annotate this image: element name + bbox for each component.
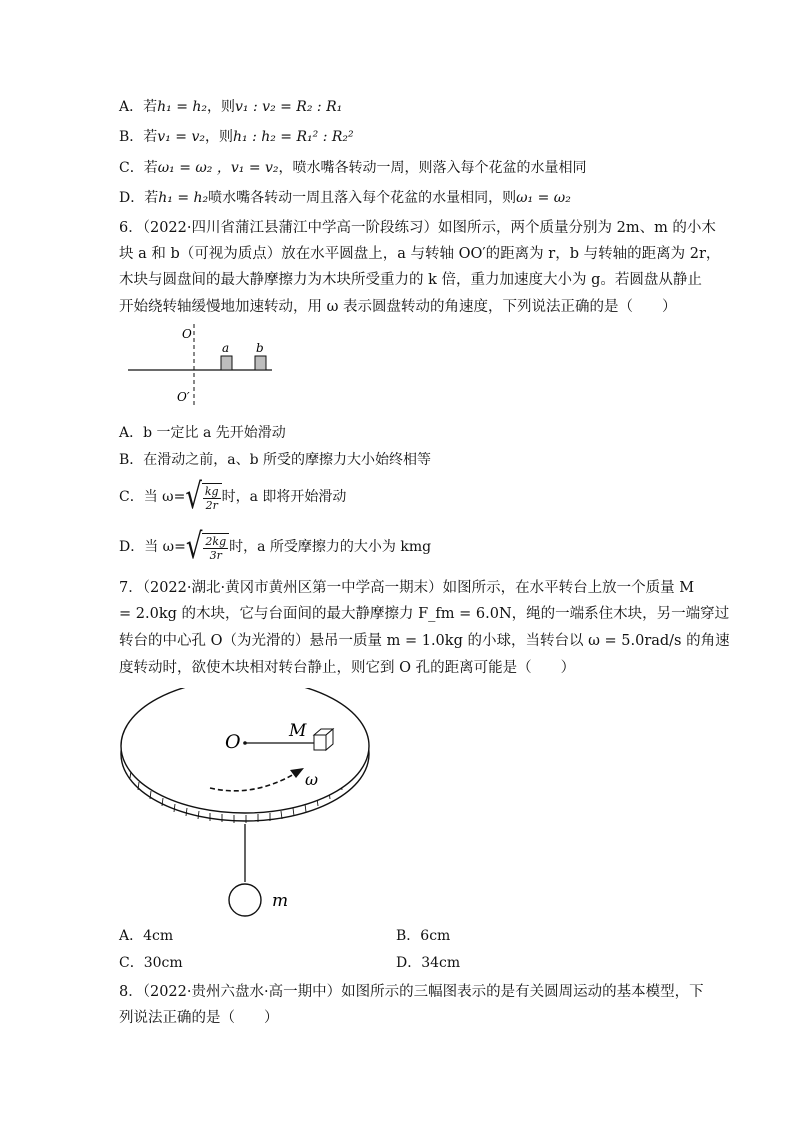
- q6-option-a: A．b 一定比 a 先开始滑动: [119, 425, 286, 441]
- q7-label-m-upper: M: [289, 721, 307, 741]
- q7-center-hole: [243, 741, 247, 745]
- q6-stem-line-4: 开始绕转轴缓慢地加速转动，用 ω 表示圆盘转动的角速度，下列说法正确的是（ ）: [119, 299, 677, 315]
- q5-option-d-condition: h₁ = h₂: [158, 190, 209, 206]
- q6-label-a: a: [222, 341, 230, 355]
- q6-stem-line-1: 6．（2022·四川省蒲江县蒲江中学高一阶段练习）如图所示，两个质量分别为 2m、m 的小木: [119, 220, 716, 236]
- q5-option-b-result: h₁ : h₂ = R₁² : R₂²: [232, 129, 354, 145]
- q5-option-d-result: ω₁ = ω₂: [516, 190, 571, 206]
- q7-table-top-surface: [121, 688, 369, 813]
- q7-option-d: D．34cm: [396, 955, 461, 971]
- q8-stem-line-1: 8．（2022·贵州六盘水·高一期中）如图所示的三幅图表示的是有关圆周运动的基本模型，下: [119, 984, 704, 1000]
- q5-option-a-result: v₁ : v₂ = R₂ : R₁: [235, 99, 343, 115]
- q5-option-b-label: B．若: [119, 129, 158, 145]
- q6-turntable-diagram: [120, 322, 290, 412]
- q7-label-omega: ω: [305, 770, 319, 789]
- q5-option-b-mid: ，则: [204, 129, 233, 145]
- q6-stem-line-2: 块 a 和 b（可视为质点）放在水平圆盘上，a 与转轴 OO′的距离为 r，b 与转轴的距离为 2r，: [119, 246, 721, 262]
- q6-option-c-numerator: kg: [204, 484, 219, 498]
- q6-option-d-numerator: 2kg: [205, 534, 227, 548]
- q7-turntable-diagram: [118, 688, 378, 920]
- q6-option-b: B．在滑动之前，a、b 所受的摩擦力大小始终相等: [119, 452, 432, 468]
- q6-label-o: O: [182, 327, 192, 341]
- q5-option-b-condition: v₁ = v₂: [157, 129, 205, 145]
- q5-option-d-label: D．若: [119, 190, 159, 206]
- q5-option-c-condition: ω₁ = ω₂ ，v₁ = v₂: [157, 160, 279, 176]
- q6-option-c-sqrt: √ $\frac{kg}{2r}$: [185, 483, 221, 512]
- q6-option-d-sqrt: √ $\frac{2kg}{3r}$: [186, 533, 229, 562]
- q6-option-d-post: 时，a 所受摩擦力的大小为 kmg: [229, 539, 432, 555]
- q7-label-o: O: [225, 731, 241, 753]
- q7-stem-line-2: = 2.0kg 的木块，它与台面间的最大静摩擦力 F_fm = 6.0N，绳的一端系住木块，另一端穿过: [119, 606, 730, 622]
- q6-label-o-prime: O′: [177, 390, 190, 404]
- q7-ball-m: [229, 884, 261, 916]
- q5-option-a-label: A．若: [119, 99, 158, 115]
- q5-option-d-mid: 喷水嘴各转动一周且落入每个花盆的水量相同，则: [208, 190, 517, 206]
- q8-stem-line-2: 列说法正确的是（ ）: [119, 1010, 279, 1026]
- q5-option-b: [119, 127, 354, 147]
- q6-label-b: b: [256, 341, 264, 355]
- q5-option-c-rest: ，喷水嘴各转动一周，则落入每个花盆的水量相同: [278, 160, 587, 176]
- q7-stem-line-1: 7．（2022·湖北·黄冈市黄州区第一中学高一期末）如图所示，在水平转台上放一个质量 M: [119, 580, 695, 596]
- q7-stem-line-4: 度转动时，欲使木块相对转台静止，则它到 O 孔的距离可能是（ ）: [119, 660, 576, 676]
- q5-option-a-mid: ，则: [207, 99, 236, 115]
- q5-option-c: [119, 158, 587, 178]
- q6-option-c: [119, 476, 347, 518]
- q6-option-d-denominator: 3r: [209, 548, 222, 562]
- q6-option-c-pre: C．当 ω=: [119, 489, 186, 505]
- q7-block-m: [314, 729, 333, 750]
- q6-block-b: [255, 356, 266, 370]
- q6-block-a: [221, 356, 232, 370]
- q5-option-a-condition: h₁ = h₂: [157, 99, 208, 115]
- q5-option-a: [119, 97, 342, 117]
- q5-option-d: [119, 188, 571, 208]
- q7-option-a: A．4cm: [119, 928, 174, 944]
- q6-option-d-pre: D．当 ω=: [119, 539, 186, 555]
- q7-label-m-lower: m: [272, 891, 289, 911]
- q6-option-c-denominator: 2r: [205, 498, 218, 512]
- q7-stem-line-3: 转台的中心孔 O（为光滑的）悬吊一质量 m = 1.0kg 的小球，当转台以 ω = 5.0rad/s 的角速: [119, 633, 730, 649]
- q5-option-c-label: C．若: [119, 160, 158, 176]
- q6-option-d: [119, 526, 432, 568]
- q6-stem-line-3: 木块与圆盘间的最大静摩擦力为木块所受重力的 k 倍，重力加速度大小为 g。若圆盘从静止: [119, 272, 702, 288]
- q7-option-b: B．6cm: [396, 928, 451, 944]
- q7-option-c: C．30cm: [119, 955, 183, 971]
- q6-option-c-post: 时，a 即将开始滑动: [221, 489, 347, 505]
